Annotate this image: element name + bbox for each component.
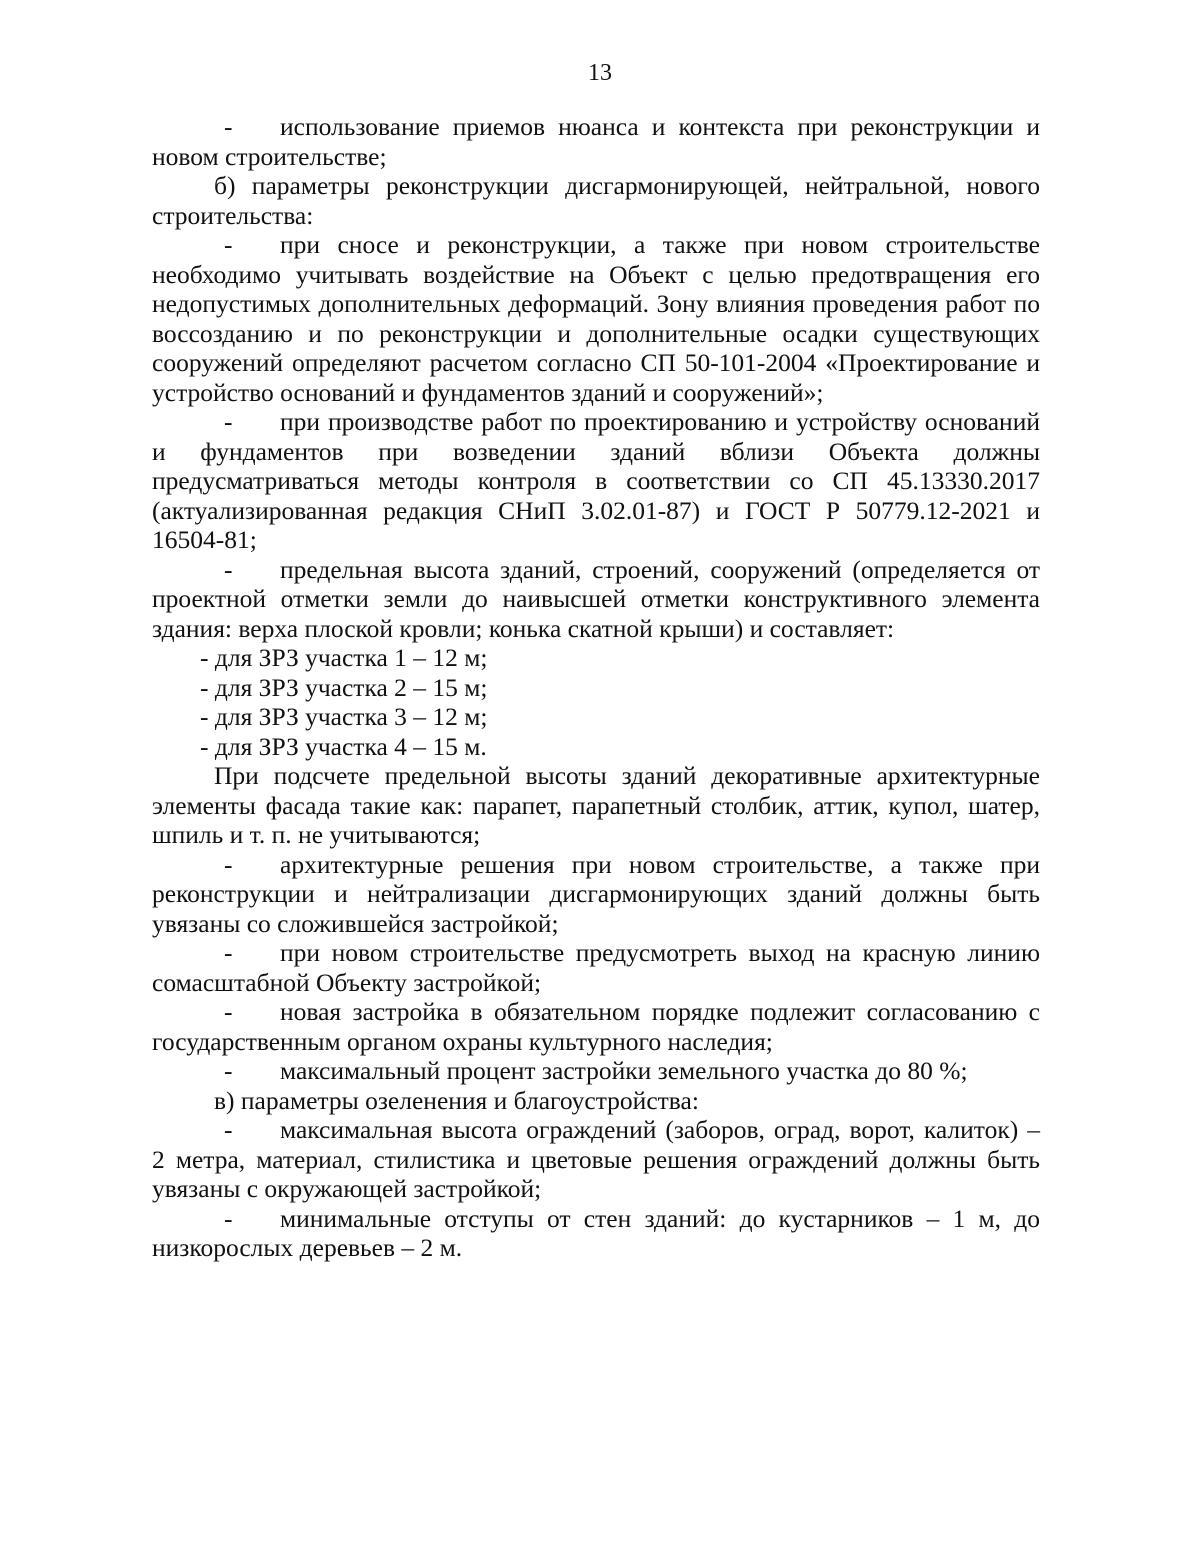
paragraph-3 bbox=[152, 230, 1040, 407]
list-dash: - bbox=[224, 112, 233, 141]
paragraph-text: архитектурные решения при новом строительстве, а также при реконструкции и нейтрализации дисгармонирующих зданий должны быть увязаны со сложившейся застройкой; bbox=[152, 849, 1040, 938]
paragraph-4 bbox=[152, 407, 1040, 555]
paragraph-8 bbox=[152, 938, 1040, 997]
paragraph-text: использование приемов нюанса и контекста при реконструкции и новом строительстве; bbox=[152, 112, 1040, 171]
list-dash: - bbox=[224, 1056, 233, 1085]
list-dash: - bbox=[224, 1115, 233, 1144]
paragraph-6: При подсчете предельной высоты зданий декоративные архитектурные элементы фасада такие как: парапет, парапетный столбик, аттик, купол, шатер, шпиль и т. п. не учитываются; bbox=[152, 761, 1040, 849]
paragraph-text: при производстве работ по проектированию и устройству оснований и фундаментов при возведении зданий вблизи Объекта должны предусматриваться методы контроля в соответствии со СП 45.13330.2017 (актуализированная редакция СНиП 3.02.01-87) и ГОСТ Р 50779.12-2021 и 16504-81; bbox=[152, 407, 1040, 554]
paragraph-text: новая застройка в обязательном порядке подлежит согласованию с государственным органом охраны культурного наследия; bbox=[152, 997, 1040, 1056]
list-dash: - bbox=[224, 554, 233, 584]
paragraph-11: в) параметры озеленения и благоустройства: bbox=[214, 1085, 699, 1115]
list-dash: - bbox=[224, 1203, 233, 1233]
height-item-2: - для ЗРЗ участка 2 – 15 м; bbox=[200, 672, 488, 702]
paragraph-text: при сносе и реконструкции, а также при новом строительстве необходимо учитывать воздействие на Объект с целью предотвращения его недопустимых дополнительных деформаций. Зону влияния проведения работ по воссозданию и по реконструкции и дополнительные осадки существующих сооружений определяют расчетом согласно СП 50-101-2004 «Проектирование и устройство оснований и фундаментов зданий и сооружений»; bbox=[152, 230, 1040, 407]
page-number: 13 bbox=[588, 60, 612, 86]
paragraph-12 bbox=[152, 1115, 1040, 1204]
paragraph-text: максимальная высота ограждений (заборов, оград, ворот, калиток) – 2 метра, материал, стилистика и цветовые решения ограждений должны быть увязаны с окружающей застройкой; bbox=[152, 1115, 1040, 1203]
list-dash: - bbox=[224, 230, 233, 259]
paragraph-9 bbox=[152, 997, 1040, 1056]
paragraph-7 bbox=[152, 850, 1040, 939]
paragraph-2: б) параметры реконструкции дисгармонирующей, нейтральной, нового строительства: bbox=[152, 171, 1040, 230]
document-body bbox=[152, 112, 1040, 1263]
list-dash: - bbox=[224, 997, 233, 1026]
list-dash: - bbox=[224, 938, 233, 967]
paragraph-text: при новом строительстве предусмотреть выход на красную линию сомасштабной Объекту застройкой; bbox=[152, 938, 1040, 997]
list-dash: - bbox=[224, 407, 233, 436]
paragraph-text: предельная высота зданий, строений, сооружений (определяется от проектной отметки земли до наивысшей отметки конструктивного элемента здания: верха плоской кровли; конька скатной крыши) и составляет: bbox=[152, 554, 1040, 643]
paragraph-text: максимальный процент застройки земельного участка до 80 %; bbox=[280, 1056, 968, 1085]
height-item-3: - для ЗРЗ участка 3 – 12 м; bbox=[200, 702, 488, 731]
paragraph-13 bbox=[152, 1204, 1040, 1263]
height-item-1: - для ЗРЗ участка 1 – 12 м; bbox=[200, 643, 488, 672]
paragraph-10 bbox=[152, 1056, 1040, 1086]
height-item-4: - для ЗРЗ участка 4 – 15 м. bbox=[200, 731, 487, 761]
paragraph-1 bbox=[152, 112, 1040, 171]
paragraph-text: минимальные отступы от стен зданий: до кустарников – 1 м, до низкорослых деревьев – 2 м. bbox=[152, 1203, 1040, 1262]
list-dash: - bbox=[224, 849, 233, 879]
paragraph-5 bbox=[152, 555, 1040, 644]
